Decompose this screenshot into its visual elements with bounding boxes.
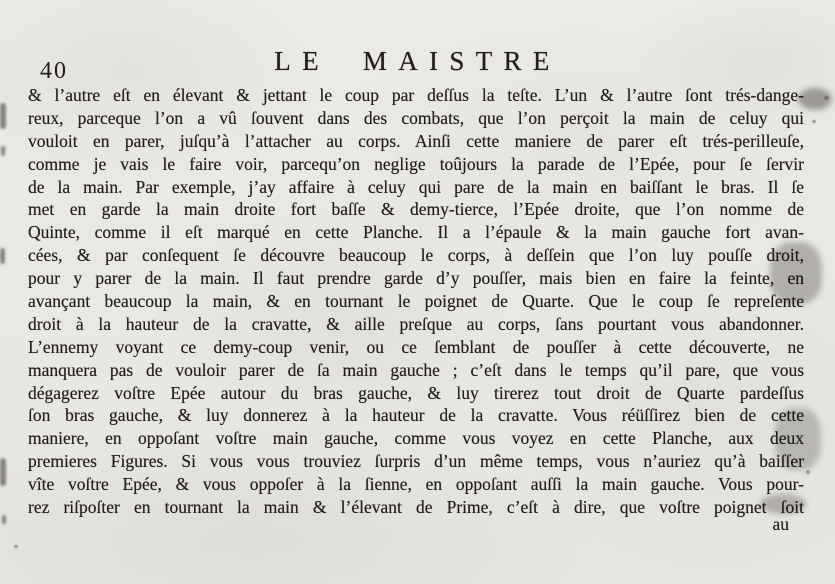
- text-line: dégagerez voſtre Epée autour du bras gauche, & luy tirerez tout droit de Quarte pardeſſus: [28, 382, 804, 403]
- text-line: de la main. Par exemple, j’ay affaire à celuy qui pare de la main en baiſſant le bras. Il ſe: [28, 176, 804, 197]
- scan-gutter-mark: [0, 248, 5, 264]
- text-line: cées, & par conſequent ſe découvre beaucoup le corps, à deſſein que l’on luy pouſſe droit,: [28, 245, 804, 266]
- text-line: vîte voſtre Epée, & vous oppoſer à la ſienne, en oppoſant auſſi la main gauche. Vous pour-: [28, 474, 804, 495]
- text-line: & l’autre eſt en élevant & jettant le coup par deſſus la teſte. L’un & l’autre ſont trés-dange-: [28, 85, 804, 105]
- paper-speck: [812, 120, 816, 123]
- text-line: comme je vais le faire voir, parcequ’on neglige toûjours la parade de l’Epée, pour ſe ſervir: [28, 153, 804, 174]
- text-line: met en garde la main droite fort baſſe & demy-tierce, l’Epée droite, que l’on nomme de: [28, 199, 804, 220]
- scan-gutter-mark: [2, 515, 6, 524]
- text-line: avançant beaucoup la main, & en tournant le poignet de Quarte. Que le coup ſe repreſente: [28, 291, 804, 312]
- text-line: L’ennemy voyant ce demy-coup venir, ou ce ſemblant de pouſſer à cette découverte, ne: [28, 336, 804, 357]
- paper-speck: [806, 470, 810, 474]
- paper-speck: [824, 96, 829, 100]
- text-line: Quinte, comme il eſt marqué en cette Planche. Il a l’épaule & la main gauche fort avan-: [28, 222, 804, 243]
- text-line: rez riſpoſter en tournant la main & l’élevant de Prime, c’eſt à dire, que voſtre poignet ſoit: [28, 497, 804, 518]
- scan-gutter-mark: [0, 458, 6, 486]
- paper-speck: [14, 545, 18, 548]
- text-line: vouloit en parer, juſqu’à l’attacher au corps. Ainſi cette maniere de parer eſt trés-perilleuſe,: [28, 130, 804, 151]
- running-title: LE MAISTRE: [274, 46, 561, 76]
- text-line: pour y parer de la main. Il faut prendre garde d’y pouſſer, mais bien en faire la feinte, en: [28, 268, 804, 289]
- catchword: au: [772, 514, 789, 534]
- text-line: droit à la hauteur de la cravatte, & aille preſque au corps, ſans pourtant vous abandonner.: [28, 313, 804, 334]
- scan-gutter-mark: [0, 103, 6, 129]
- scan-gutter-mark: [1, 146, 5, 156]
- text-line: reux, parceque l’on a vû ſouvent dans des combats, que l’on perçoit la main de celuy qui: [28, 107, 804, 128]
- text-line: maniere, en oppoſant voſtre main gauche, comme vous voyez en cette Planche, aux deux: [28, 428, 804, 449]
- text-line: manquera pas de vouloir parer de ſa main gauche ; c’eſt dans le temps qu’il pare, que vous: [28, 359, 804, 380]
- body-text-block: [28, 84, 804, 519]
- text-line: premieres Figures. Si vous vous trouviez ſurpris d’un même temps, vous n’auriez qu’à baiſſer: [28, 451, 804, 472]
- page-number: 40: [40, 58, 68, 84]
- text-line: ſon bras gauche, & luy donnerez à la hauteur de la cravatte. Vous réüſſirez bien de cette: [28, 405, 804, 426]
